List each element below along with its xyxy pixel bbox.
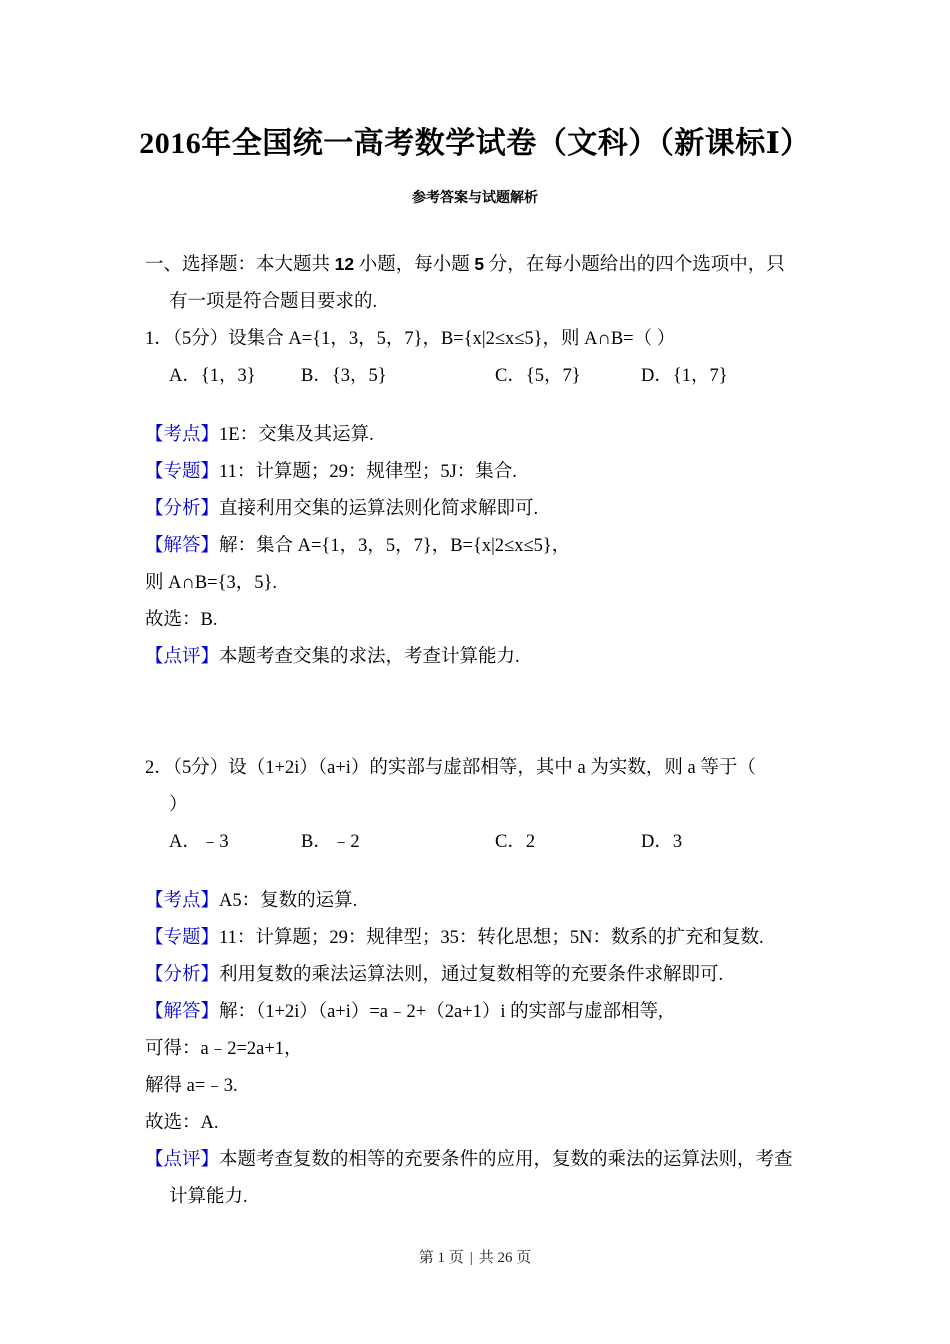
section-intro-line-2: 有一项是符合题目要求的. (169, 292, 378, 312)
option-label: B． (301, 366, 332, 386)
question-2-zhuanti (145, 920, 807, 957)
option-text: ﹣3 (200, 832, 229, 852)
option-text: 2 (525, 832, 536, 852)
dianping-text: 本题考查复数的相等的充要条件的应用，复数的乘法的运算法则，考查计算能力. (169, 1150, 793, 1207)
option-text: ﹣2 (331, 832, 360, 852)
page-title: 2016年全国统一高考数学试卷（文科）（新课标Ⅰ） (139, 127, 811, 160)
question-1-option-d[interactable] (641, 358, 728, 395)
question-2-answer: 故选：A. (145, 1113, 219, 1133)
question-2-jieda-line-3: 解得 a=﹣3. (145, 1076, 238, 1096)
question-2-score: （5分） (172, 758, 229, 778)
question-1-dianping (145, 639, 807, 676)
jieda-text: 解：集合 A={1，3，5，7}，B={x|2≤x≤5}， (219, 536, 571, 556)
option-text: {1，3} (200, 366, 256, 386)
question-1-option-b[interactable] (301, 358, 387, 395)
question-2-jieda (145, 994, 807, 1031)
question-2-text: 设（1+2i）（a+i）的实部与虚部相等，其中 a 为实数，则 a 等于（ (228, 758, 756, 778)
kaodian-tag: 【考点】 (145, 891, 220, 911)
question-1-jieda (145, 528, 807, 565)
footer-page-number: 第 1 页 (418, 1250, 464, 1266)
footer-separator: | (469, 1250, 473, 1266)
kaodian-text: A5：复数的运算. (219, 891, 358, 911)
question-2-options (145, 824, 807, 861)
question-1-text: 设集合 A={1，3，5，7}，B={x|2≤x≤5}，则 A∩B=（ ） (228, 329, 676, 349)
page-footer (0, 1246, 950, 1267)
question-1-kaodian (145, 417, 807, 454)
question-1-fenxi (145, 491, 807, 528)
question-spacer (145, 676, 807, 750)
question-2-number: 2． (145, 758, 173, 778)
zhuanti-tag: 【专题】 (145, 928, 220, 948)
page-subtitle: 参考答案与试题解析 (412, 191, 538, 206)
question-1-options (145, 358, 807, 395)
question-2-option-b[interactable] (301, 824, 360, 861)
zhuanti-text: 11：计算题；29：规律型；5J：集合. (219, 462, 517, 482)
question-1-number: 1． (145, 329, 173, 349)
section-intro-line-1 (145, 246, 807, 284)
kaodian-text: 1E：交集及其运算. (219, 425, 374, 445)
section-intro-part-e: 分，在每小题给出的四个选项中，只 (484, 255, 785, 275)
option-label: C． (495, 366, 526, 386)
spacer (145, 395, 807, 417)
fenxi-tag: 【分析】 (145, 499, 220, 519)
question-1-answer: 故选：B. (145, 610, 218, 630)
option-label: C． (495, 832, 526, 852)
section-intro-score: 5 (474, 254, 485, 274)
question-2-jieda-line-2: 可得：a﹣2=2a+1， (145, 1039, 303, 1059)
fenxi-text: 直接利用交集的运算法则化简求解即可. (219, 499, 539, 519)
option-label: B． (301, 832, 332, 852)
jieda-tag: 【解答】 (145, 1002, 220, 1022)
jieda-text: 解：（1+2i）（a+i）=a﹣2+（2a+1）i 的实部与虚部相等, (219, 1002, 663, 1022)
option-label: A． (169, 832, 201, 852)
question-1-score: （5分） (172, 329, 229, 349)
question-2-option-d[interactable] (641, 824, 682, 861)
question-2-fenxi (145, 957, 807, 994)
document-body (145, 246, 807, 1216)
section-intro-part-c: 小题，每小题 (354, 255, 475, 275)
question-2-stem-cont: ） (169, 795, 188, 815)
question-1-zhuanti (145, 454, 807, 491)
question-1-jieda-line-2: 则 A∩B={3，5}. (145, 573, 278, 593)
question-1-option-c[interactable] (495, 358, 581, 395)
fenxi-text: 利用复数的乘法运算法则，通过复数相等的充要条件求解即可. (219, 965, 724, 985)
question-2-option-c[interactable] (495, 824, 535, 861)
option-label: D． (641, 832, 673, 852)
question-2-dianping (145, 1142, 807, 1216)
dianping-text: 本题考查交集的求法，考查计算能力. (219, 647, 520, 667)
section-intro-count: 12 (334, 254, 355, 274)
jieda-tag: 【解答】 (145, 536, 220, 556)
option-label: D． (641, 366, 673, 386)
option-text: {3，5} (331, 366, 387, 386)
question-1-option-a[interactable] (169, 358, 256, 395)
spacer (145, 861, 807, 883)
option-text: {5，7} (525, 366, 581, 386)
footer-total-pages: 共 26 页 (478, 1250, 532, 1266)
zhuanti-text: 11：计算题；29：规律型；35：转化思想；5N：数系的扩充和复数. (219, 928, 764, 948)
section-intro-part-a: 一、选择题：本大题共 (145, 255, 335, 275)
dianping-tag: 【点评】 (145, 647, 220, 667)
kaodian-tag: 【考点】 (145, 425, 220, 445)
question-2-option-a[interactable] (169, 824, 229, 861)
question-2-stem (145, 750, 807, 787)
fenxi-tag: 【分析】 (145, 965, 220, 985)
option-text: {1，7} (672, 366, 728, 386)
option-text: 3 (672, 832, 683, 852)
option-label: A． (169, 366, 201, 386)
dianping-tag: 【点评】 (145, 1150, 220, 1170)
question-1-stem (145, 321, 807, 358)
zhuanti-tag: 【专题】 (145, 462, 220, 482)
question-2-kaodian (145, 883, 807, 920)
